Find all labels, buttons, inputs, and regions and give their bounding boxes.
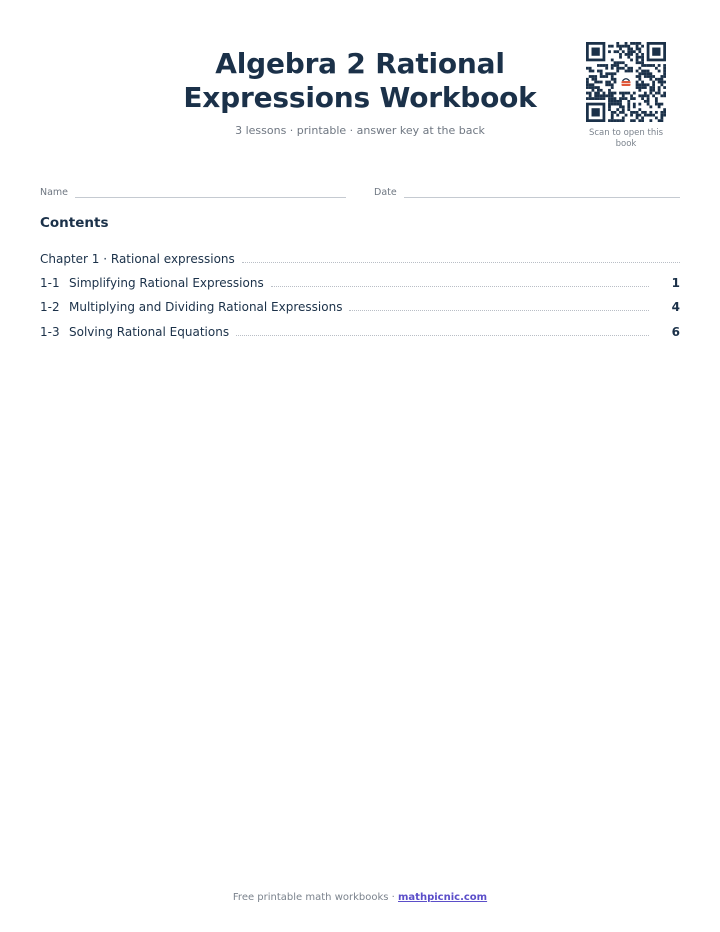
lesson-title: Solving Rational Equations [69, 325, 230, 339]
footer-link[interactable]: mathpicnic.com [398, 892, 488, 903]
lesson-title: Simplifying Rational Expressions [69, 276, 264, 290]
lesson-page: 1 [671, 276, 680, 290]
lesson-title: Multiplying and Dividing Rational Expressions [69, 300, 343, 314]
contents-heading: Contents [40, 215, 109, 231]
date-line[interactable] [404, 189, 680, 198]
lesson-number: 1-3 [40, 325, 60, 339]
title-line-2: Expressions Workbook [183, 81, 537, 114]
toc-leader [242, 262, 680, 263]
footer-text: Free printable math workbooks · [232, 892, 399, 903]
date-field[interactable] [374, 187, 680, 198]
toc-leader [271, 286, 649, 287]
title-line-1: Algebra 2 Rational [215, 47, 505, 80]
toc-row[interactable] [40, 274, 680, 290]
lesson-number: 1-1 [40, 276, 60, 290]
toc-leader [236, 335, 649, 336]
date-label: Date [374, 187, 397, 198]
name-label: Name [40, 187, 69, 198]
toc-leader [349, 310, 649, 311]
toc-row[interactable] [40, 323, 680, 339]
page-subtitle: 3 lessons · printable · answer key at the back [235, 124, 485, 137]
name-line[interactable] [75, 189, 346, 198]
qr-badge [617, 73, 635, 91]
name-field[interactable] [40, 187, 346, 198]
toc-chapter [40, 250, 680, 266]
page-footer [0, 892, 720, 903]
qr-caption: Scan to open this book [588, 128, 664, 149]
lesson-page: 6 [671, 325, 680, 339]
toc-row[interactable] [40, 298, 680, 314]
qr-code[interactable] [586, 42, 666, 122]
basket-icon [617, 73, 635, 91]
lesson-page: 4 [671, 300, 680, 314]
page-title [160, 47, 560, 115]
lesson-number: 1-2 [40, 300, 60, 314]
chapter-title: Chapter 1 · Rational expressions [40, 252, 235, 266]
